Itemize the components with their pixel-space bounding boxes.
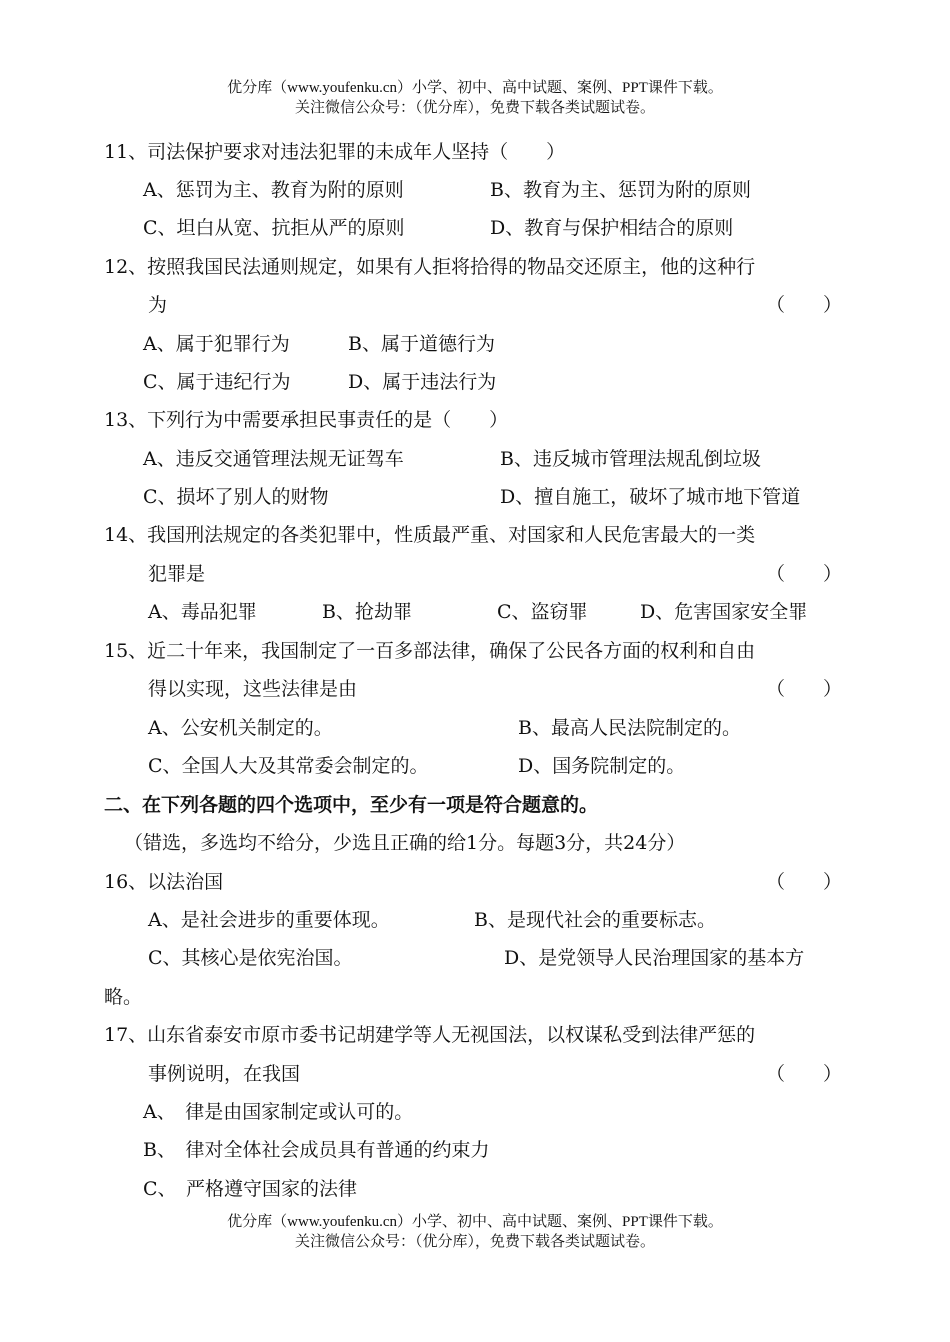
q15-option-b: B、最高人民法院制定的。 [518, 717, 741, 739]
header-line-1: 优分库（www.youfenku.cn）小学、初中、高中试题、案例、PPT课件下载。 [227, 80, 723, 96]
q12-option-c: C、属于违纪行为 [143, 371, 291, 393]
q15-option-d: D、国务院制定的。 [518, 755, 686, 777]
q12-option-b: B、属于道德行为 [348, 333, 495, 355]
q17-option-c: C、 严格遵守国家的法律 [143, 1178, 358, 1200]
q14-option-a: A、毒品犯罪 [148, 601, 257, 623]
q13-option-b: B、违反城市管理法规乱倒垃圾 [500, 448, 761, 470]
q17-stem-line1: 17、山东省泰安市原市委书记胡建学等人无视国法，以权谋私受到法律严惩的 [104, 1024, 756, 1046]
q13-stem: 13、下列行为中需要承担民事责任的是（ ） [104, 409, 509, 431]
q16-stem: 16、以法治国 [104, 871, 224, 893]
q12-option-d: D、属于违法行为 [348, 371, 497, 393]
q15-stem-line1: 15、近二十年来，我国制定了一百多部法律，确保了公民各方面的权利和自由 [104, 640, 756, 662]
q15-stem-line2: 得以实现，这些法律是由 [148, 678, 358, 700]
q16-option-c: C、其核心是依宪治国。 [148, 947, 353, 969]
q14-option-c: C、盗窃罪 [497, 601, 588, 623]
q14-stem-line1: 14、我国刑法规定的各类犯罪中，性质最严重、对国家和人民危害最大的一类 [104, 524, 756, 546]
footer-line-2: 关注微信公众号：（优分库），免费下载各类试题试卷。 [294, 1234, 655, 1250]
q17-stem-line2: 事例说明，在我国 [148, 1063, 301, 1085]
q12-stem-line1: 12、按照我国民法通则规定，如果有人拒将拾得的物品交还原主，他的这种行 [104, 256, 756, 278]
q15-option-a: A、公安机关制定的。 [148, 717, 333, 739]
q11-option-c: C、坦白从宽、抗拒从严的原则 [143, 217, 405, 239]
footer-line-1: 优分库（www.youfenku.cn）小学、初中、高中试题、案例、PPT课件下载。 [227, 1214, 723, 1230]
q11-option-d: D、教育与保护相结合的原则 [490, 217, 734, 239]
q17-answer-paren: （ ） [766, 1063, 843, 1085]
q16-answer-paren: （ ） [766, 871, 843, 893]
page-footer [0, 1212, 950, 1252]
q16-option-a: A、是社会进步的重要体现。 [148, 909, 390, 931]
q17-option-b: B、 律对全体社会成员具有普通的约束力 [143, 1139, 490, 1161]
q14-stem-line2: 犯罪是 [148, 563, 206, 585]
header-line-2: 关注微信公众号：（优分库），免费下载各类试题试卷。 [294, 100, 655, 116]
q13-option-d: D、擅自施工，破坏了城市地下管道 [500, 486, 801, 508]
q13-option-a: A、违反交通管理法规无证驾车 [143, 448, 404, 470]
q17-option-a: A、 律是由国家制定或认可的。 [143, 1101, 414, 1123]
q12-option-a: A、属于犯罪行为 [143, 333, 290, 355]
section-2-title: 二、在下列各题的四个选项中，至少有一项是符合题意的。 [104, 794, 599, 816]
q12-answer-paren: （ ） [766, 294, 843, 316]
q16-option-d-continued: 略。 [104, 986, 143, 1008]
q12-stem-line2: 为 [148, 294, 168, 316]
q13-option-c: C、损坏了别人的财物 [143, 486, 329, 508]
q11-option-a: A、惩罚为主、教育为附的原则 [143, 179, 404, 201]
q14-answer-paren: （ ） [766, 563, 843, 585]
q11-stem: 11、司法保护要求对违法犯罪的未成年人坚持（ ） [104, 141, 566, 163]
q14-option-d: D、危害国家安全罪 [640, 601, 808, 623]
section-2-note: （错选，多选均不给分，少选且正确的给1分。每题3分，共24分） [124, 832, 686, 854]
q16-option-d: D、是党领导人民治理国家的基本方 [504, 947, 805, 969]
q15-answer-paren: （ ） [766, 678, 843, 700]
q14-option-b: B、抢劫罪 [322, 601, 412, 623]
q16-option-b: B、是现代社会的重要标志。 [474, 909, 716, 931]
q15-option-c: C、全国人大及其常委会制定的。 [148, 755, 429, 777]
q11-option-b: B、教育为主、惩罚为附的原则 [490, 179, 751, 201]
page-header [0, 78, 950, 118]
